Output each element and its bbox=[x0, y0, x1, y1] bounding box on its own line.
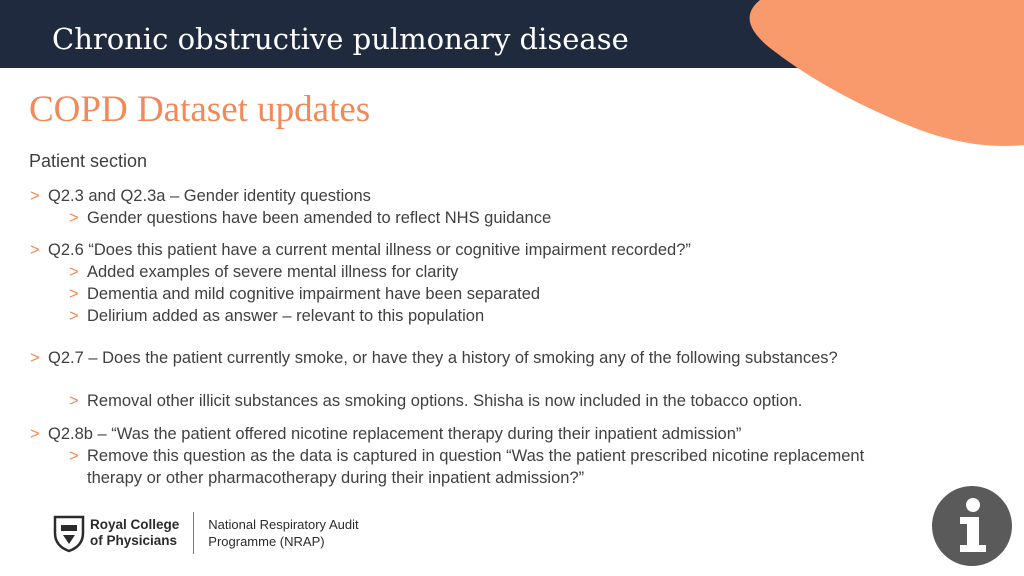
nrap-logo-text bbox=[208, 516, 358, 550]
bullet-marker: > bbox=[30, 187, 40, 205]
bullet-marker: > bbox=[30, 349, 40, 367]
bullet-text: Removal other illicit substances as smoking options. Shisha is now included in the tobacco option. bbox=[87, 392, 803, 410]
section-title: Patient section bbox=[29, 151, 148, 171]
bullet-item bbox=[30, 240, 908, 262]
info-icon[interactable] bbox=[932, 486, 1012, 566]
bullet-text: Dementia and mild cognitive impairment have been separated bbox=[87, 285, 541, 303]
bullet-item bbox=[69, 208, 887, 230]
bullet-marker: > bbox=[69, 447, 79, 465]
bullet-marker: > bbox=[69, 209, 79, 227]
nrap-line-1: National Respiratory Audit bbox=[208, 517, 359, 532]
bullet-item bbox=[69, 262, 887, 284]
rcp-crest-icon bbox=[52, 513, 86, 553]
slide-heading: COPD Dataset updates bbox=[29, 89, 371, 130]
bullet-text: Added examples of severe mental illness for clarity bbox=[87, 263, 459, 281]
bullet-text: Q2.8b – “Was the patient offered nicotine replacement therapy during their inpatient admission” bbox=[48, 425, 742, 443]
bullet-item bbox=[69, 306, 887, 328]
bullet-marker: > bbox=[69, 392, 79, 410]
rcp-logo-text bbox=[90, 517, 179, 549]
bullet-marker: > bbox=[30, 425, 40, 443]
bullet-item bbox=[69, 284, 887, 306]
bullet-text: Q2.3 and Q2.3a – Gender identity questions bbox=[48, 187, 371, 205]
bullet-item bbox=[69, 446, 877, 489]
bullet-marker: > bbox=[69, 285, 79, 303]
rcp-line-1: Royal College bbox=[90, 517, 180, 532]
bullet-item bbox=[30, 348, 838, 370]
bullet-text: Gender questions have been amended to reflect NHS guidance bbox=[87, 209, 552, 227]
bullet-text: Delirium added as answer – relevant to this population bbox=[87, 307, 485, 325]
bullet-text: Q2.6 “Does this patient have a current mental illness or cognitive impairment recorded?” bbox=[48, 241, 691, 259]
footer-divider bbox=[193, 512, 194, 554]
footer-logos bbox=[52, 512, 359, 554]
bullet-marker: > bbox=[69, 307, 79, 325]
bullet-text: Q2.7 – Does the patient currently smoke, or have they a history of smoking any of the following substances? bbox=[48, 349, 838, 367]
rcp-line-2: of Physicians bbox=[90, 533, 178, 548]
nrap-line-2: Programme (NRAP) bbox=[208, 534, 325, 549]
bullet-text: Remove this question as the data is captured in question “Was the patient prescribed nicotine replacement therapy or other pharmacotherapy during their inpatient admission?” bbox=[87, 447, 865, 487]
bullet-item bbox=[30, 424, 908, 446]
bullet-marker: > bbox=[30, 241, 40, 259]
bullet-item bbox=[69, 391, 907, 413]
header-title: Chronic obstructive pulmonary disease bbox=[52, 22, 629, 56]
bullet-marker: > bbox=[69, 263, 79, 281]
bullet-item bbox=[30, 186, 828, 208]
